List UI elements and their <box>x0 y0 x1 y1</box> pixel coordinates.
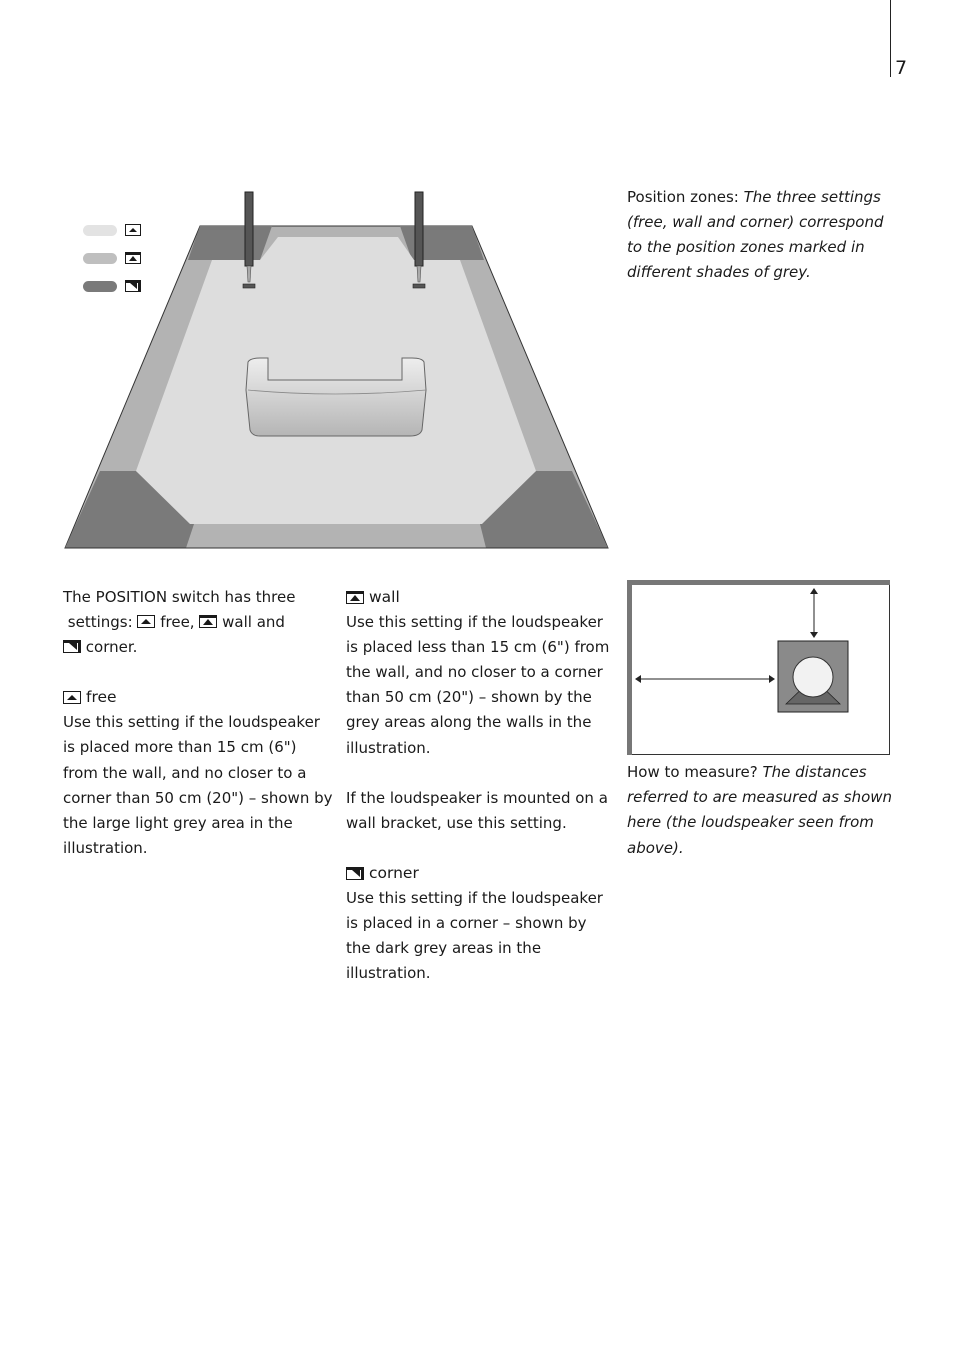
measure-caption-body: The distances referred to are measured as shown here (the loudspeaker seen from above). <box>627 763 893 857</box>
intro-line1: The POSITION switch has three <box>63 588 296 606</box>
corner-body: Use this setting if the loudspeaker is placed in a corner – shown by the dark grey areas in the illustration. <box>346 888 603 983</box>
corner-zone-back-left <box>188 226 272 260</box>
measure-caption-lead: How to measure? <box>627 763 758 781</box>
room-zones-illustration <box>64 190 610 552</box>
intro-corner-label: corner. <box>85 638 138 657</box>
free-heading <box>63 685 333 710</box>
zone-legend <box>83 223 141 293</box>
intro-free-label: free, <box>160 613 195 632</box>
position-switch-intro <box>63 585 333 660</box>
intro-wall-label: wall and <box>222 613 285 632</box>
wall-bracket-note: If the loudspeaker is mounted on a wall bracket, use this setting. <box>346 788 608 832</box>
wall-body: Use this setting if the loudspeaker is placed less than 15 cm (6") from the wall, and no closer to a corner than 50 cm (20") – shown by the grey areas along the walls in the illustration. <box>346 613 610 757</box>
free-body: Use this setting if the loudspeaker is placed more than 15 cm (6") from the wall, and no closer to a corner than 50 cm (20") – shown by the large light grey area in the illustration. <box>63 713 333 857</box>
legend-item-corner <box>83 279 141 293</box>
free-icon <box>137 615 155 628</box>
corner-symbol-icon <box>125 280 141 292</box>
page-rule <box>890 0 891 77</box>
wall-symbol-icon <box>125 252 141 264</box>
legend-item-wall <box>83 251 141 265</box>
corner-zone-back-right <box>400 226 484 260</box>
corner-icon <box>63 640 81 653</box>
wall-title: wall <box>369 588 400 606</box>
free-swatch <box>83 225 117 236</box>
intro-settings-label: settings: <box>67 613 133 632</box>
column-free <box>63 585 333 861</box>
measurement-diagram <box>627 580 891 756</box>
page-number: 7 <box>895 57 908 79</box>
measure-caption <box>627 760 902 861</box>
corner-heading <box>346 861 611 886</box>
corner-title: corner <box>369 863 419 882</box>
corner-swatch <box>83 281 117 292</box>
free-title: free <box>86 688 117 707</box>
legend-item-free <box>83 223 141 237</box>
column-wall-corner <box>346 585 611 986</box>
free-symbol-icon <box>125 224 141 236</box>
zones-caption-lead: Position zones: <box>627 188 739 206</box>
free-icon <box>63 691 81 704</box>
wall-icon <box>199 615 217 628</box>
wall-icon <box>346 591 364 604</box>
zones-caption-body: The three settings (free, wall and corner) correspond to the position zones marked in different shades of grey. <box>627 188 884 281</box>
speaker-top-view <box>778 641 848 712</box>
corner-icon <box>346 867 364 880</box>
wall-heading <box>346 585 611 610</box>
wall-swatch <box>83 253 117 264</box>
zones-caption <box>627 185 902 285</box>
